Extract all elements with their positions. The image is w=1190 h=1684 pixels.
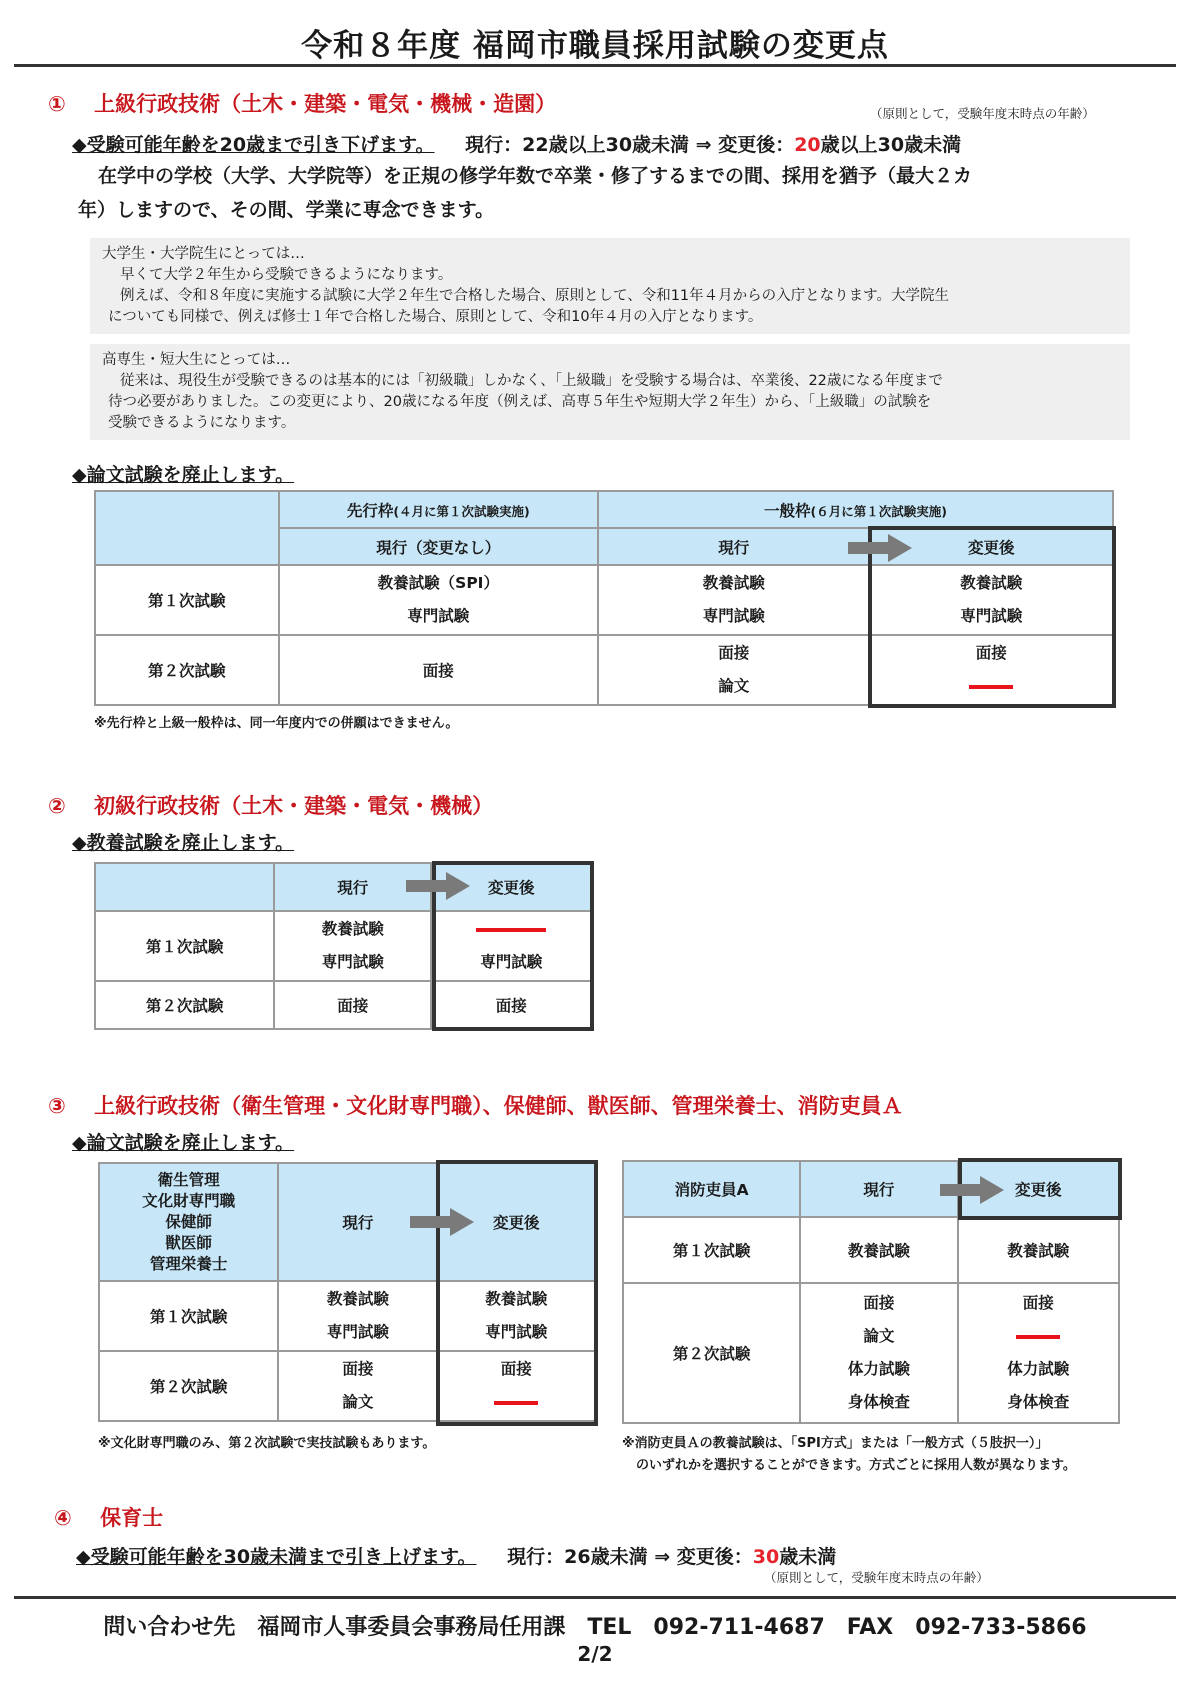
right-arrow-icon xyxy=(848,534,912,562)
right-arrow-icon xyxy=(940,1176,1004,1204)
table2-row2-current: 面接 xyxy=(274,981,431,1029)
section2-title: 初級行政技術（土木・建築・電気・機械） xyxy=(94,794,494,818)
section3-note-b1: ※消防吏員Ａの教養試験は、「SPI方式」または「一般方式（５肢択一）」 xyxy=(622,1436,1049,1451)
table3a-header-after: 変更後 xyxy=(438,1163,595,1281)
section2-bullet xyxy=(72,828,294,855)
removed-bar xyxy=(1016,1335,1060,1339)
section3-note-a: ※文化財専門職のみ、第２次試験で実技試験もあります。 xyxy=(98,1436,436,1451)
cell-text: 身体検査 xyxy=(847,1393,910,1411)
section1-para-line1: 在学中の学校（大学、大学院等）を正規の修学年数で卒業・修了するまでの間、採用を猶予（最大２カ xyxy=(98,165,973,187)
cell-text: 面接 xyxy=(975,644,1007,662)
table3a-jobs-header xyxy=(99,1163,278,1281)
table3b-header-after: 変更後 xyxy=(958,1161,1119,1217)
section3-bullet-text: ◆論文試験を廃止します。 xyxy=(72,1132,295,1154)
section3-number: ③ xyxy=(48,1094,66,1118)
table3a-row1-after xyxy=(438,1281,595,1351)
section1-age-new-suffix: 歳以上30歳未満 xyxy=(820,134,962,156)
cell-text: 教養試験 xyxy=(960,574,1023,592)
section1-age-bullet-text: ◆受験可能年齢を20歳まで引き下げます。 xyxy=(72,134,435,156)
bottom-divider xyxy=(14,1596,1176,1599)
section1-age-current: 現行：22歳以上30歳未満 ⇒ 変更後： xyxy=(465,134,795,156)
cell-text: 体力試験 xyxy=(1007,1360,1070,1378)
table1-header-ippan-after: 変更後 xyxy=(869,528,1113,565)
table3b-row1-current: 教養試験 xyxy=(800,1217,957,1283)
right-arrow-icon xyxy=(406,872,470,900)
table1-row1-after xyxy=(869,565,1113,635)
table1-row2-senko: 面接 xyxy=(279,635,598,705)
section1-note: ※先行枠と上級一般枠は、同一年度内での併願はできません。 xyxy=(94,716,459,731)
table3b-header-job: 消防吏員A xyxy=(623,1161,800,1217)
removed-mark xyxy=(432,913,590,946)
removed-bar xyxy=(476,928,546,932)
table1-row2-current xyxy=(598,635,869,705)
page-title: 令和８年度 福岡市職員採用試験の変更点 xyxy=(301,28,889,64)
table2-row2-after: 面接 xyxy=(431,981,591,1029)
section2-bullet-text: ◆教養試験を廃止します。 xyxy=(72,832,295,854)
removed-mark xyxy=(870,670,1112,703)
cell-text: 教養試験 xyxy=(326,1290,389,1308)
cell-text: 面接 xyxy=(718,644,750,662)
table1-row1-label: 第１次試験 xyxy=(95,565,279,635)
table1-row1-senko xyxy=(279,565,598,635)
removed-bar xyxy=(969,685,1013,689)
cell-text: 体力試験 xyxy=(847,1360,910,1378)
section3-table-a xyxy=(98,1162,596,1422)
cell-text: 論文 xyxy=(718,677,750,695)
removed-bar xyxy=(494,1401,538,1405)
table3a-row1-current xyxy=(278,1281,437,1351)
cell-text: 面接 xyxy=(1022,1294,1054,1312)
section4-bullet-text: ◆受験可能年齢を30歳未満まで引き上げます。 xyxy=(76,1546,477,1568)
table3b-row2-current xyxy=(800,1283,957,1423)
table2-row1-label: 第１次試験 xyxy=(95,911,274,981)
box1-line2: 早くて大学２年生から受験できるようになります。 xyxy=(120,267,453,283)
section2-number: ② xyxy=(48,794,66,818)
right-arrow-icon xyxy=(410,1208,474,1236)
section4-number: ④ xyxy=(54,1506,72,1530)
top-divider xyxy=(14,64,1176,67)
section4-title: 保育士 xyxy=(100,1506,164,1530)
section3-note-b2: のいずれかを選択することができます。方式ごとに採用人数が異なります。 xyxy=(636,1458,1076,1473)
section1-essay-bullet-text: ◆論文試験を廃止します。 xyxy=(72,464,295,486)
cell-text: 面接 xyxy=(863,1294,895,1312)
table1-header-ippan-current: 現行 xyxy=(598,528,869,565)
box1-line3: 例えば、令和８年度に実施する試験に大学２年生で合格した場合、原則として、令和11年４月からの入庁となります。大学院生 xyxy=(120,288,949,304)
cell-text: 専門試験 xyxy=(480,953,543,971)
cell-text: 専門試験 xyxy=(321,953,384,971)
table3a-row2-label: 第２次試験 xyxy=(99,1351,278,1421)
table2-row2-label: 第２次試験 xyxy=(95,981,274,1029)
section4-age-current: 現行：26歳未満 ⇒ 変更後： xyxy=(507,1546,753,1568)
section3-title: 上級行政技術（衛生管理・文化財専門職）、保健師、獣医師、管理栄養士、消防吏員Ａ xyxy=(94,1094,903,1118)
cell-text: 専門試験 xyxy=(960,607,1023,625)
table2-row1-current xyxy=(274,911,431,981)
box1-line4: についても同様で、例えば修士１年で合格した場合、原則として、令和10年４月の入庁となります。 xyxy=(108,309,763,325)
box2-line2: 従来は、現役生が受験できるのは基本的には「初級職」しかなく、「上級職」を受験する場合は、卒業後、22歳になる年度まで xyxy=(120,373,943,389)
table2-row1-after xyxy=(431,911,591,981)
cell-text: 教養試験 xyxy=(702,574,765,592)
cell-text: 面接 xyxy=(500,1360,532,1378)
table3b-row2-after xyxy=(958,1283,1119,1423)
box2-line4: 受験できるようになります。 xyxy=(108,415,296,431)
table2-corner xyxy=(95,863,274,911)
cell-text: 専門試験 xyxy=(702,607,765,625)
table3b-row1-label: 第１次試験 xyxy=(623,1217,800,1283)
table3b-row2-label: 第２次試験 xyxy=(623,1283,800,1423)
table1-header-senko xyxy=(279,491,598,528)
section1-number: ① xyxy=(48,92,66,116)
cell-text: 教養試験 xyxy=(485,1290,548,1308)
box1-title: 大学生・大学院生にとっては… xyxy=(102,246,305,262)
cell-text: 身体検査 xyxy=(1007,1393,1070,1411)
table1-row2-label: 第２次試験 xyxy=(95,635,279,705)
table3b-header-current: 現行 xyxy=(800,1161,957,1217)
page-number: 2/2 xyxy=(577,1642,613,1666)
table1-header-senko-current: 現行（変更なし） xyxy=(279,528,598,565)
section4-age-bullet xyxy=(76,1542,836,1569)
section2-heading xyxy=(48,790,493,820)
senko-label: 先行枠 xyxy=(346,501,394,520)
job-label: 文化財専門職 xyxy=(142,1191,236,1210)
table1-row2-after xyxy=(869,635,1113,705)
cell-text: 専門試験 xyxy=(326,1323,389,1341)
cell-text: 専門試験 xyxy=(485,1323,548,1341)
section4-age-new-value: 30 xyxy=(752,1546,780,1568)
table2-header-after: 変更後 xyxy=(431,863,591,911)
ippan-sub: (６月に第１次試験実施) xyxy=(810,503,947,519)
job-label: 衛生管理 xyxy=(157,1170,220,1189)
cell-text: 専門試験 xyxy=(407,607,470,625)
section1-para-line2: 年）しますので、その間、学業に専念できます。 xyxy=(78,199,495,221)
section1-exam-table xyxy=(94,490,1114,706)
section3-table-b xyxy=(622,1160,1120,1424)
table3a-row1-label: 第１次試験 xyxy=(99,1281,278,1351)
senko-sub: (４月に第１次試験実施) xyxy=(393,503,530,519)
section1-age-bullet xyxy=(72,130,961,157)
removed-mark xyxy=(959,1320,1118,1353)
section4-age-note: （原則として，受験年度末時点の年齢） xyxy=(764,1570,989,1585)
section1-essay-bullet xyxy=(72,460,294,487)
section1-heading xyxy=(48,88,556,118)
university-students-box xyxy=(90,238,1130,334)
table1-corner xyxy=(95,491,279,565)
section4-heading xyxy=(54,1502,163,1532)
cell-text: 論文 xyxy=(342,1393,374,1411)
cell-text: 面接 xyxy=(342,1360,374,1378)
box2-line3: 待つ必要がありました。この変更により、20歳になる年度（例えば、高専５年生や短期大学２年生）から、「上級職」の試験を xyxy=(108,394,932,410)
ippan-label: 一般枠 xyxy=(764,501,811,520)
section1-title: 上級行政技術（土木・建築・電気・機械・造園） xyxy=(94,92,557,116)
cell-text: 論文 xyxy=(863,1327,895,1345)
table3a-row2-after xyxy=(438,1351,595,1421)
cell-text: 教養試験（SPI） xyxy=(377,574,499,592)
table3a-row2-current xyxy=(278,1351,437,1421)
job-label: 管理栄養士 xyxy=(149,1254,228,1273)
college-students-box xyxy=(90,344,1130,440)
removed-mark xyxy=(439,1386,594,1419)
section1-age-new-value: 20 xyxy=(794,134,821,156)
table3b-row1-after: 教養試験 xyxy=(958,1217,1119,1283)
section3-bullet xyxy=(72,1128,294,1155)
table2-header-current: 現行 xyxy=(274,863,431,911)
table1-header-ippan xyxy=(598,491,1113,528)
section3-heading xyxy=(48,1090,903,1120)
contact-info: 問い合わせ先 福岡市人事委員会事務局任用課 TEL 092-711-4687 FAX 092-733-5866 xyxy=(103,1615,1087,1640)
job-label: 獣医師 xyxy=(165,1233,212,1252)
section1-age-note: （原則として，受験年度末時点の年齢） xyxy=(870,106,1095,121)
section2-exam-table xyxy=(94,862,592,1030)
job-label: 保健師 xyxy=(165,1212,212,1231)
section4-age-new-suffix: 歳未満 xyxy=(779,1546,837,1568)
table3a-header-current: 現行 xyxy=(278,1163,437,1281)
table1-row1-current xyxy=(598,565,869,635)
box2-title: 高専生・短大生にとっては… xyxy=(102,352,291,368)
cell-text: 教養試験 xyxy=(321,920,384,938)
